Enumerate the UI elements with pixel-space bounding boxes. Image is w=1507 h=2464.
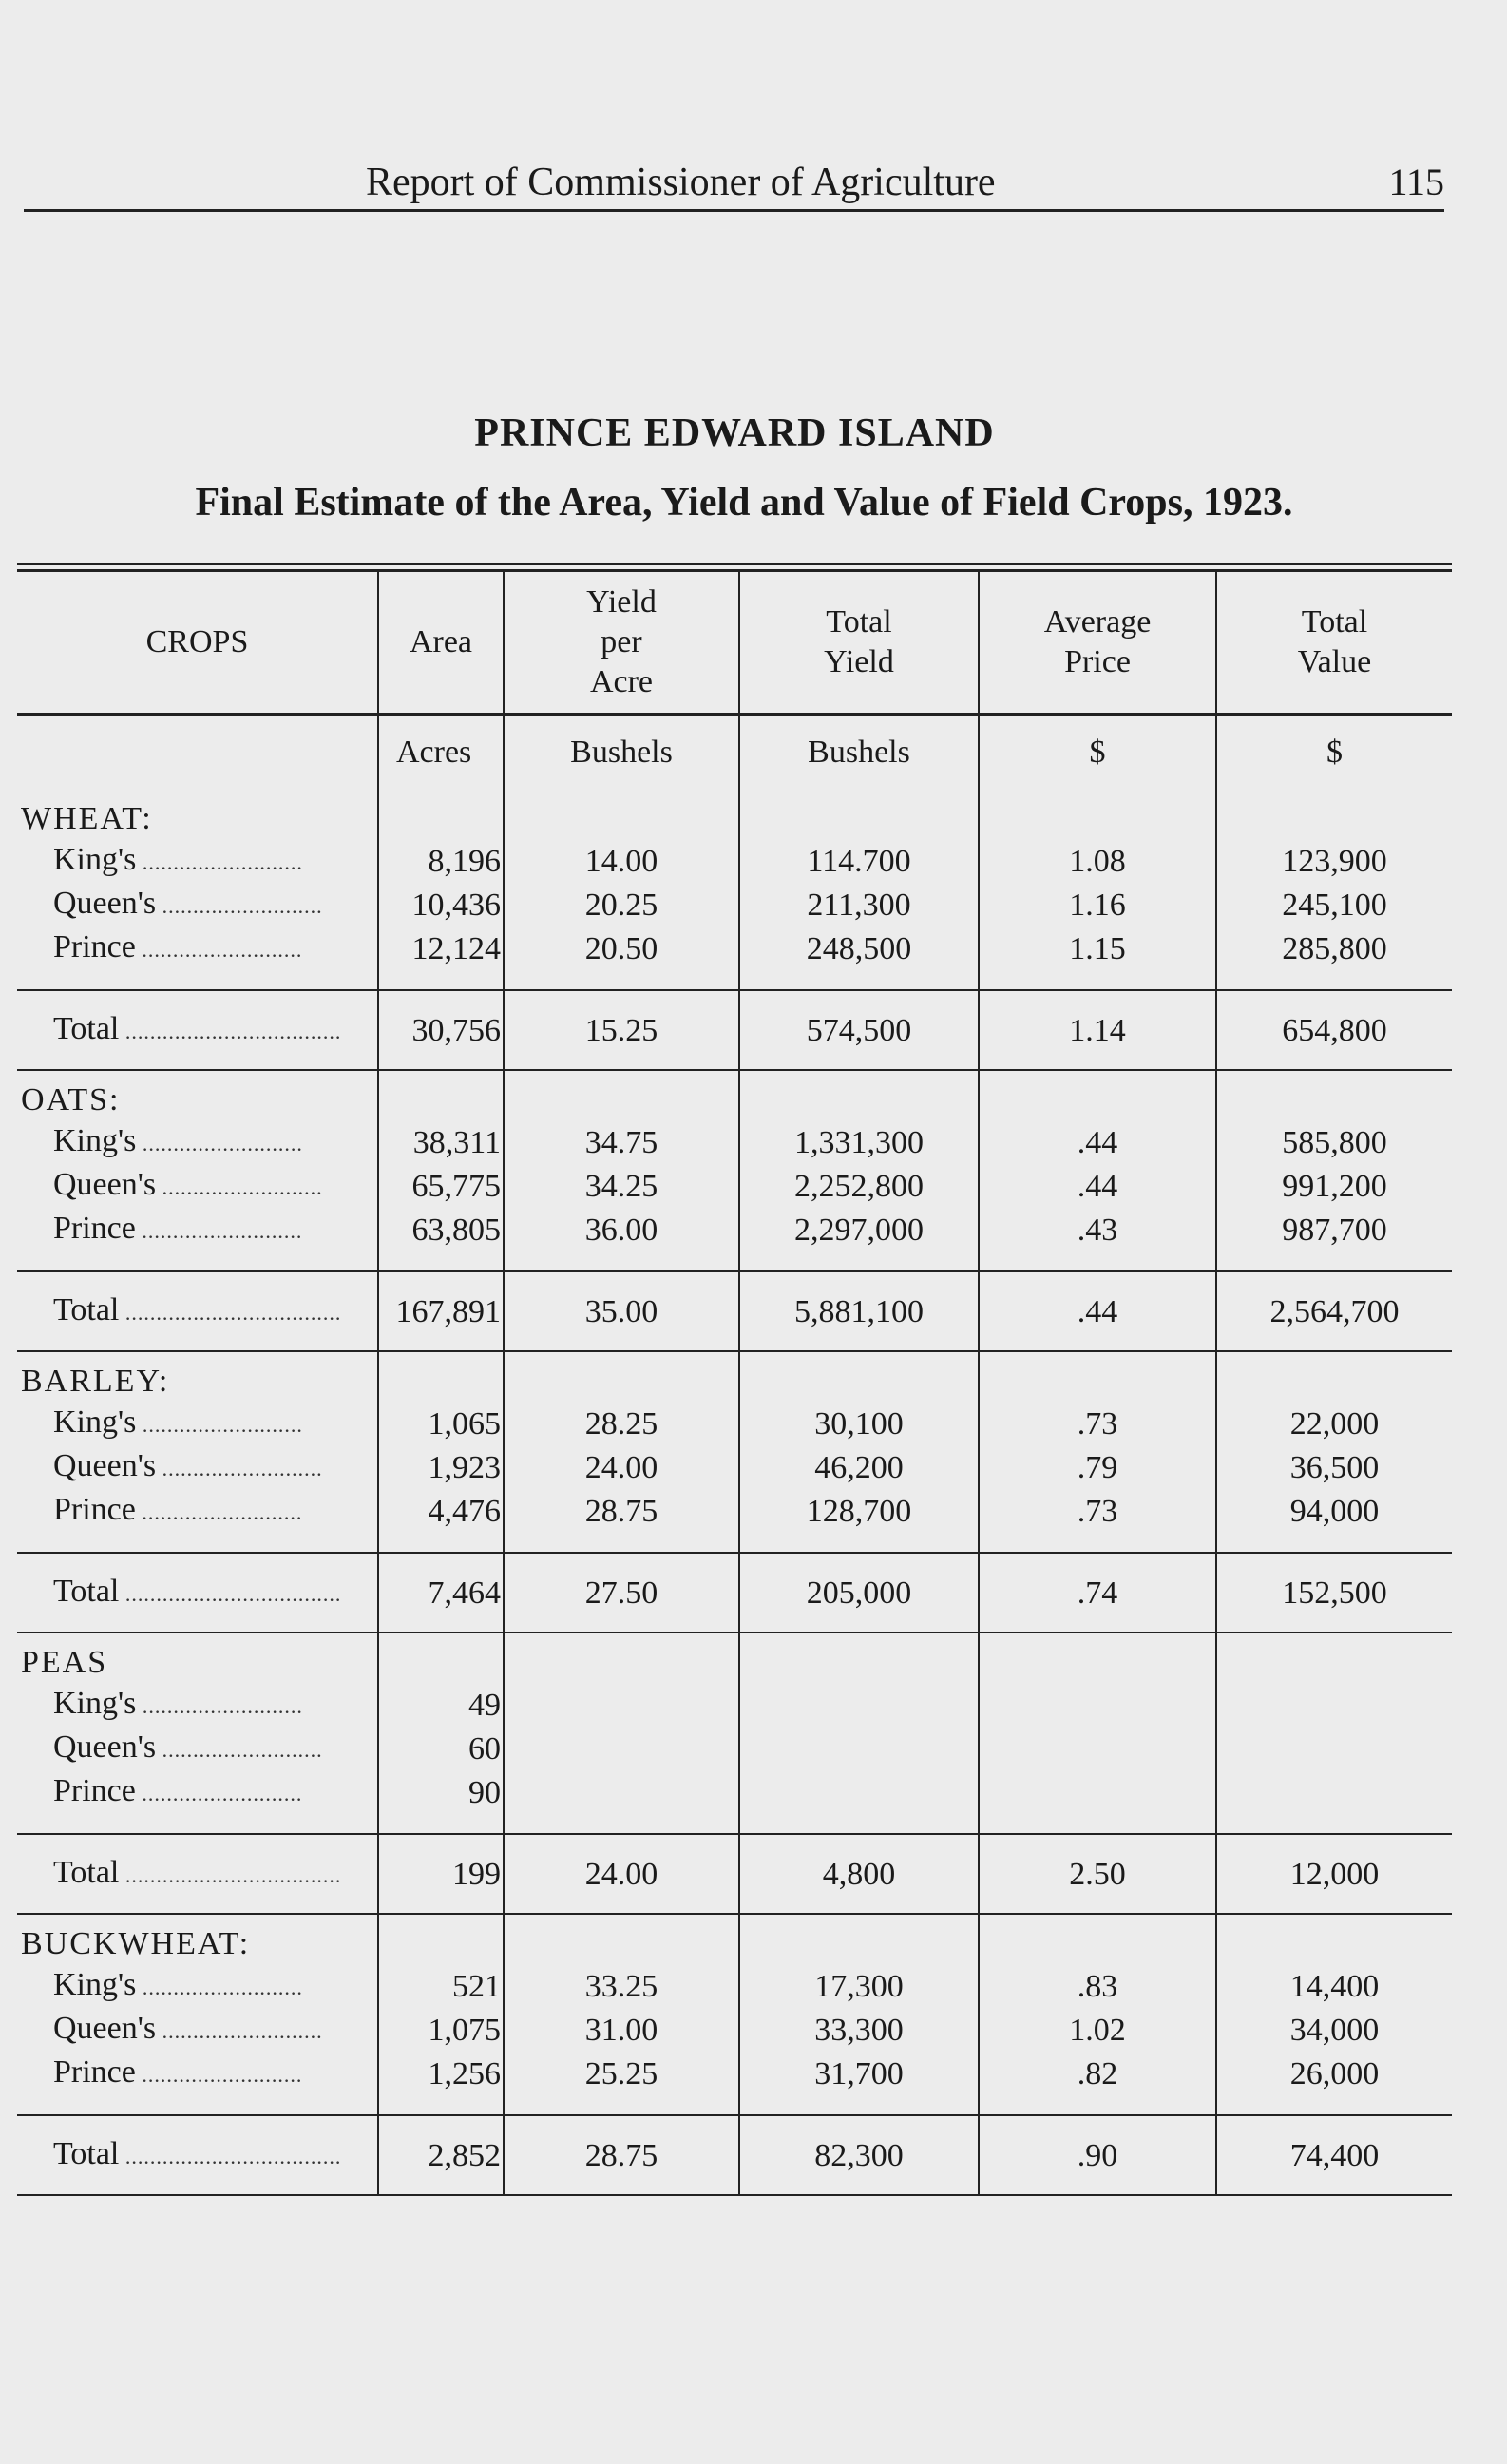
- average-price-value: 1.15: [979, 926, 1216, 970]
- units-row: [17, 715, 1452, 791]
- area-value: 65,775: [378, 1164, 504, 1208]
- spacer-row: [17, 1814, 1452, 1834]
- yield-per-acre-value: 20.50: [504, 926, 739, 970]
- spacer-cell: [504, 970, 739, 990]
- empty-cell: [378, 1351, 504, 1402]
- spacer-cell: [17, 1533, 378, 1553]
- total-name: Total: [53, 1574, 120, 1609]
- empty-cell: [1216, 1914, 1452, 1964]
- spacer-cell: [378, 1251, 504, 1271]
- area-value: 38,311: [378, 1120, 504, 1164]
- total-total-yield-value: 82,300: [739, 2115, 979, 2195]
- county-label: [17, 1164, 378, 1208]
- spacer-cell: [979, 1533, 1216, 1553]
- group-heading-row: [17, 1633, 1452, 1683]
- empty-cell: [739, 790, 979, 839]
- total-row: [17, 1271, 1452, 1351]
- average-price-value: .44: [979, 1164, 1216, 1208]
- total-average-price-value: .90: [979, 2115, 1216, 2195]
- running-title: Report of Commissioner of Agriculture: [366, 161, 996, 204]
- spacer-cell: [504, 1814, 739, 1834]
- leader-dots: ..........................: [136, 1132, 303, 1156]
- empty-cell: [739, 1351, 979, 1402]
- yield-per-acre-value: 28.25: [504, 1402, 739, 1445]
- empty-cell: [504, 1070, 739, 1120]
- spacer-cell: [1216, 1251, 1452, 1271]
- average-price-value: [979, 1683, 1216, 1727]
- area-value: 60: [378, 1727, 504, 1770]
- empty-cell: [739, 1914, 979, 1964]
- table-row: [17, 1120, 1452, 1164]
- header-total-value: Total Value: [1216, 572, 1452, 715]
- crop-group-label: OATS:: [21, 1082, 121, 1117]
- total-total-value-value: 12,000: [1216, 1834, 1452, 1914]
- total-yield-per-acre-value: 35.00: [504, 1271, 739, 1351]
- empty-cell: [979, 1633, 1216, 1683]
- leader-dots: ...................................: [119, 1301, 342, 1325]
- empty-cell: [979, 1070, 1216, 1120]
- total-total-yield-value: 574,500: [739, 990, 979, 1070]
- empty-cell: [378, 1633, 504, 1683]
- total-average-price-value: 1.14: [979, 990, 1216, 1070]
- total-label: [17, 1271, 378, 1351]
- yield-per-acre-value: 34.75: [504, 1120, 739, 1164]
- header-yield-per-acre: Yield per Acre: [504, 572, 739, 715]
- spacer-row: [17, 2095, 1452, 2115]
- empty-cell: [504, 1914, 739, 1964]
- yield-per-acre-value: 25.25: [504, 2052, 739, 2095]
- area-value: 12,124: [378, 926, 504, 970]
- total-yield-value: 30,100: [739, 1402, 979, 1445]
- yield-per-acre-value: 24.00: [504, 1445, 739, 1489]
- county-name: Prince: [53, 1773, 136, 1808]
- county-label: [17, 1489, 378, 1533]
- total-yield-value: 128,700: [739, 1489, 979, 1533]
- county-name: Queen's: [53, 1167, 157, 1202]
- spacer-cell: [1216, 970, 1452, 990]
- table-row: [17, 2008, 1452, 2052]
- crop-group-label: BUCKWHEAT:: [21, 1926, 251, 1961]
- spacer-cell: [504, 1251, 739, 1271]
- total-value-value: 22,000: [1216, 1402, 1452, 1445]
- spacer-cell: [1216, 2095, 1452, 2115]
- total-value-value: 34,000: [1216, 2008, 1452, 2052]
- total-yield-value: 17,300: [739, 1964, 979, 2008]
- leader-dots: ..........................: [136, 1413, 303, 1437]
- total-yield-per-acre-value: 28.75: [504, 2115, 739, 2195]
- spacer-cell: [378, 1814, 504, 1834]
- table-top-rule: [17, 563, 1452, 572]
- total-value-value: 991,200: [1216, 1164, 1452, 1208]
- header-area: Area: [378, 572, 504, 715]
- average-price-value: [979, 1727, 1216, 1770]
- total-yield-value: 31,700: [739, 2052, 979, 2095]
- area-value: 1,075: [378, 2008, 504, 2052]
- total-value-value: 987,700: [1216, 1208, 1452, 1251]
- total-value-value: 123,900: [1216, 839, 1452, 883]
- leader-dots: ..........................: [136, 1694, 303, 1718]
- table-row: [17, 926, 1452, 970]
- total-label: [17, 2115, 378, 2195]
- yield-per-acre-value: 31.00: [504, 2008, 739, 2052]
- average-price-value: .79: [979, 1445, 1216, 1489]
- yield-per-acre-value: 33.25: [504, 1964, 739, 2008]
- spacer-cell: [378, 2095, 504, 2115]
- spacer-cell: [979, 970, 1216, 990]
- county-label: [17, 2052, 378, 2095]
- spacer-cell: [504, 2095, 739, 2115]
- area-value: 1,065: [378, 1402, 504, 1445]
- total-yield-per-acre-value: 15.25: [504, 990, 739, 1070]
- leader-dots: ..........................: [135, 938, 303, 962]
- yield-per-acre-value: 28.75: [504, 1489, 739, 1533]
- area-value: 10,436: [378, 883, 504, 926]
- total-value-value: [1216, 1727, 1452, 1770]
- average-price-value: 1.16: [979, 883, 1216, 926]
- total-yield-value: 46,200: [739, 1445, 979, 1489]
- county-name: King's: [53, 1404, 137, 1440]
- total-row: [17, 2115, 1452, 2195]
- empty-cell: [504, 790, 739, 839]
- leader-dots: ..........................: [135, 1782, 303, 1805]
- total-name: Total: [53, 1855, 120, 1890]
- county-label: [17, 839, 378, 883]
- table-row: [17, 1208, 1452, 1251]
- spacer-cell: [1216, 1533, 1452, 1553]
- spacer-cell: [739, 970, 979, 990]
- total-value-value: 94,000: [1216, 1489, 1452, 1533]
- spacer-cell: [17, 2095, 378, 2115]
- total-area-value: 30,756: [378, 990, 504, 1070]
- total-value-value: 285,800: [1216, 926, 1452, 970]
- spacer-cell: [739, 1251, 979, 1271]
- spacer-row: [17, 970, 1452, 990]
- average-price-value: [979, 1770, 1216, 1814]
- total-yield-value: 114.700: [739, 839, 979, 883]
- spacer-row: [17, 1533, 1452, 1553]
- total-row: [17, 1834, 1452, 1914]
- empty-cell: [739, 1633, 979, 1683]
- table-row: [17, 1445, 1452, 1489]
- total-row: [17, 990, 1452, 1070]
- yield-per-acre-value: 14.00: [504, 839, 739, 883]
- empty-cell: [378, 1914, 504, 1964]
- table-row: [17, 2052, 1452, 2095]
- total-label: [17, 1834, 378, 1914]
- total-yield-value: 2,297,000: [739, 1208, 979, 1251]
- spacer-cell: [378, 970, 504, 990]
- total-row: [17, 1553, 1452, 1633]
- total-value-value: 26,000: [1216, 2052, 1452, 2095]
- area-value: 90: [378, 1770, 504, 1814]
- total-yield-value: 1,331,300: [739, 1120, 979, 1164]
- crop-group-label: PEAS: [21, 1645, 108, 1680]
- county-label: [17, 1683, 378, 1727]
- county-label: [17, 926, 378, 970]
- county-name: King's: [53, 1967, 137, 2002]
- total-name: Total: [53, 2136, 120, 2171]
- crop-group-label: WHEAT:: [21, 801, 153, 836]
- unit-yield: Bushels: [504, 715, 739, 791]
- total-value-value: 14,400: [1216, 1964, 1452, 2008]
- county-label: [17, 1120, 378, 1164]
- yield-per-acre-value: [504, 1770, 739, 1814]
- spacer-cell: [979, 1814, 1216, 1834]
- leader-dots: ...................................: [119, 1863, 342, 1887]
- area-value: 8,196: [378, 839, 504, 883]
- average-price-value: .73: [979, 1402, 1216, 1445]
- total-yield-value: 248,500: [739, 926, 979, 970]
- table-subtitle: Final Estimate of the Area, Yield and Value of Field Crops, 1923.: [195, 481, 1293, 525]
- header-row: [17, 572, 1452, 715]
- county-name: King's: [53, 1686, 137, 1721]
- county-name: Queen's: [53, 886, 157, 921]
- unit-total-yield: Bushels: [739, 715, 979, 791]
- empty-cell: [378, 1070, 504, 1120]
- total-yield-value: 2,252,800: [739, 1164, 979, 1208]
- page-number: 115: [1388, 161, 1444, 203]
- average-price-value: .43: [979, 1208, 1216, 1251]
- spacer-cell: [17, 1814, 378, 1834]
- empty-cell: [504, 1351, 739, 1402]
- county-name: Queen's: [53, 2011, 157, 2046]
- leader-dots: ...................................: [119, 2145, 342, 2168]
- total-yield-value: [739, 1683, 979, 1727]
- unit-area: Acres: [378, 715, 504, 791]
- leader-dots: ..........................: [136, 1976, 303, 1999]
- spacer-cell: [739, 2095, 979, 2115]
- county-label: [17, 1402, 378, 1445]
- total-total-value-value: 2,564,700: [1216, 1271, 1452, 1351]
- average-price-value: .83: [979, 1964, 1216, 2008]
- group-heading-row: [17, 1070, 1452, 1120]
- total-average-price-value: .44: [979, 1271, 1216, 1351]
- empty-cell: [1216, 790, 1452, 839]
- total-area-value: 7,464: [378, 1553, 504, 1633]
- total-total-yield-value: 4,800: [739, 1834, 979, 1914]
- leader-dots: ..........................: [135, 2063, 303, 2087]
- table-row: [17, 883, 1452, 926]
- total-total-value-value: 152,500: [1216, 1553, 1452, 1633]
- leader-dots: ..........................: [156, 894, 323, 918]
- county-label: [17, 883, 378, 926]
- average-price-value: .82: [979, 2052, 1216, 2095]
- spacer-cell: [979, 1251, 1216, 1271]
- county-label: [17, 2008, 378, 2052]
- area-value: 63,805: [378, 1208, 504, 1251]
- county-name: Prince: [53, 1492, 136, 1527]
- average-price-value: 1.08: [979, 839, 1216, 883]
- county-name: Queen's: [53, 1729, 157, 1765]
- spacer-cell: [17, 970, 378, 990]
- yield-per-acre-value: 36.00: [504, 1208, 739, 1251]
- leader-dots: ...................................: [119, 1020, 342, 1043]
- yield-per-acre-value: [504, 1683, 739, 1727]
- empty-cell: [1216, 1351, 1452, 1402]
- county-name: Prince: [53, 929, 136, 965]
- total-yield-value: [739, 1727, 979, 1770]
- total-yield-value: 211,300: [739, 883, 979, 926]
- total-average-price-value: 2.50: [979, 1834, 1216, 1914]
- spacer-cell: [979, 2095, 1216, 2115]
- leader-dots: ...................................: [119, 1582, 342, 1606]
- area-value: 49: [378, 1683, 504, 1727]
- total-total-value-value: 654,800: [1216, 990, 1452, 1070]
- table-row: [17, 1683, 1452, 1727]
- yield-per-acre-value: [504, 1727, 739, 1770]
- unit-price: $: [979, 715, 1216, 791]
- group-heading-row: [17, 790, 1452, 839]
- total-total-yield-value: 205,000: [739, 1553, 979, 1633]
- county-label: [17, 1445, 378, 1489]
- county-name: Prince: [53, 2054, 136, 2090]
- total-label: [17, 990, 378, 1070]
- total-yield-per-acre-value: 24.00: [504, 1834, 739, 1914]
- leader-dots: ..........................: [156, 1457, 323, 1480]
- total-name: Total: [53, 1292, 120, 1328]
- total-area-value: 2,852: [378, 2115, 504, 2195]
- unit-value: $: [1216, 715, 1452, 791]
- group-heading-row: [17, 1351, 1452, 1402]
- average-price-value: 1.02: [979, 2008, 1216, 2052]
- header-total-yield: Total Yield: [739, 572, 979, 715]
- table-row: [17, 1964, 1452, 2008]
- empty-cell: [1216, 1633, 1452, 1683]
- total-total-yield-value: 5,881,100: [739, 1271, 979, 1351]
- total-value-value: 36,500: [1216, 1445, 1452, 1489]
- total-total-value-value: 74,400: [1216, 2115, 1452, 2195]
- units-crops: [17, 715, 378, 791]
- county-name: Queen's: [53, 1448, 157, 1483]
- county-name: Prince: [53, 1211, 136, 1246]
- yield-per-acre-value: 34.25: [504, 1164, 739, 1208]
- total-value-value: [1216, 1770, 1452, 1814]
- total-average-price-value: .74: [979, 1553, 1216, 1633]
- area-value: 521: [378, 1964, 504, 2008]
- leader-dots: ..........................: [156, 2019, 323, 2043]
- group-heading-row: [17, 1914, 1452, 1964]
- leader-dots: ..........................: [156, 1175, 323, 1199]
- total-value-value: 585,800: [1216, 1120, 1452, 1164]
- total-value-value: 245,100: [1216, 883, 1452, 926]
- table-row: [17, 1489, 1452, 1533]
- county-name: King's: [53, 842, 137, 877]
- crop-group-label: BARLEY:: [21, 1364, 170, 1399]
- area-value: 4,476: [378, 1489, 504, 1533]
- spacer-cell: [739, 1814, 979, 1834]
- county-label: [17, 1964, 378, 2008]
- leader-dots: ..........................: [156, 1738, 323, 1762]
- empty-cell: [1216, 1070, 1452, 1120]
- spacer-cell: [504, 1533, 739, 1553]
- county-label: [17, 1727, 378, 1770]
- empty-cell: [739, 1070, 979, 1120]
- empty-cell: [979, 1351, 1216, 1402]
- header-crops: CROPS: [17, 572, 378, 715]
- running-head: [24, 152, 1444, 212]
- total-yield-per-acre-value: 27.50: [504, 1553, 739, 1633]
- county-name: King's: [53, 1123, 137, 1158]
- spacer-cell: [378, 1533, 504, 1553]
- crops-table-wrapper: [17, 563, 1452, 2196]
- empty-cell: [378, 790, 504, 839]
- table-body: [17, 715, 1452, 2196]
- table-row: [17, 1727, 1452, 1770]
- area-value: 1,923: [378, 1445, 504, 1489]
- spacer-cell: [17, 1251, 378, 1271]
- yield-per-acre-value: 20.25: [504, 883, 739, 926]
- county-label: [17, 1208, 378, 1251]
- average-price-value: .44: [979, 1120, 1216, 1164]
- spacer-cell: [1216, 1814, 1452, 1834]
- total-yield-value: 33,300: [739, 2008, 979, 2052]
- spacer-cell: [739, 1533, 979, 1553]
- leader-dots: ..........................: [135, 1219, 303, 1243]
- area-value: 1,256: [378, 2052, 504, 2095]
- table-row: [17, 1402, 1452, 1445]
- field-crops-table: [17, 572, 1452, 2196]
- leader-dots: ..........................: [136, 850, 303, 874]
- total-area-value: 199: [378, 1834, 504, 1914]
- header-average-price: Average Price: [979, 572, 1216, 715]
- empty-cell: [504, 1633, 739, 1683]
- table-title: PRINCE EDWARD ISLAND: [474, 411, 995, 455]
- total-yield-value: [739, 1770, 979, 1814]
- table-row: [17, 1770, 1452, 1814]
- total-area-value: 167,891: [378, 1271, 504, 1351]
- empty-cell: [979, 790, 1216, 839]
- total-value-value: [1216, 1683, 1452, 1727]
- empty-cell: [979, 1914, 1216, 1964]
- table-row: [17, 839, 1452, 883]
- total-label: [17, 1553, 378, 1633]
- county-label: [17, 1770, 378, 1814]
- average-price-value: .73: [979, 1489, 1216, 1533]
- table-row: [17, 1164, 1452, 1208]
- total-name: Total: [53, 1011, 120, 1046]
- spacer-row: [17, 1251, 1452, 1271]
- leader-dots: ..........................: [135, 1500, 303, 1524]
